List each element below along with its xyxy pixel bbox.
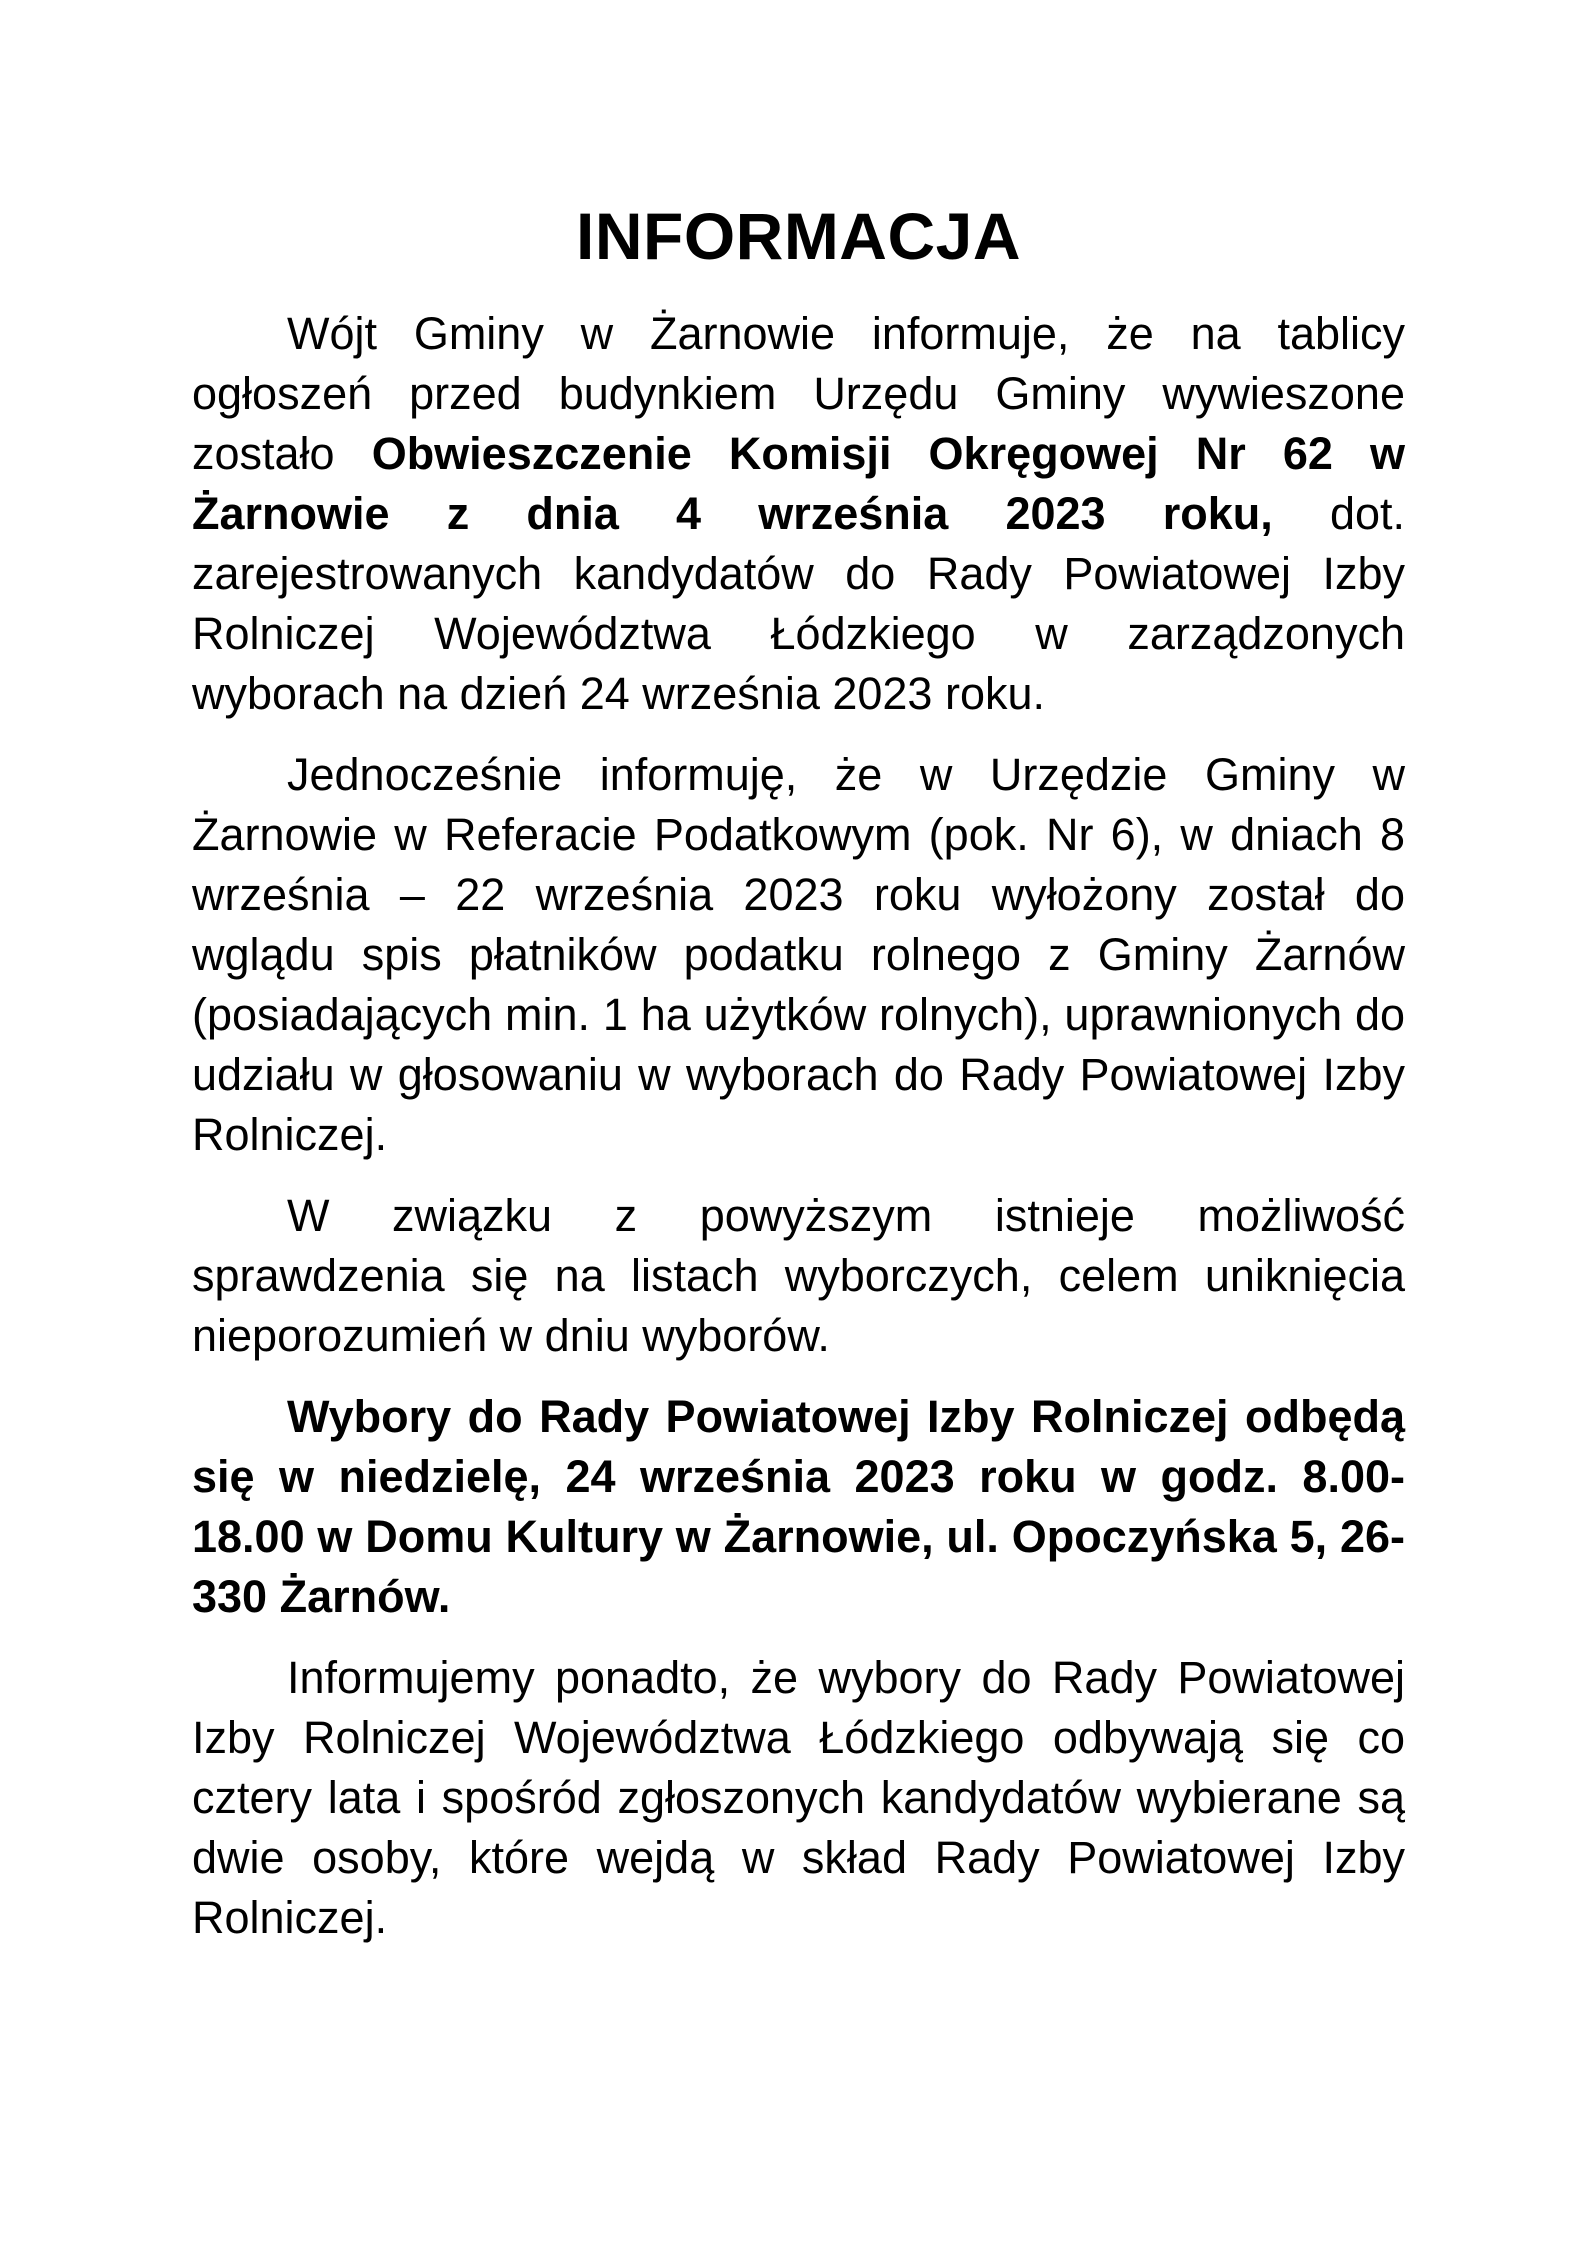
paragraph-verification: W związku z powyższym istnieje możliwość sprawdzenia się na listach wyborczych, celem uniknięcia nieporozumień w dniu wyborów. <box>192 1190 1405 1361</box>
document-body <box>192 304 1405 1969</box>
paragraph-announcement-rest: dot. zarejestrowanych kandydatów do Rady Powiatowej Izby Rolniczej Województwa Łódzkiego w zarządzonych wyborach na dzień 24 września 2023 roku. <box>192 488 1406 719</box>
paragraph-election-info: Informujemy ponadto, że wybory do Rady Powiatowej Izby Rolniczej Województwa Łódzkiego odbywają się co cztery lata i spośród zgłoszonych kandydatów wybierane są dwie osoby, które wejdą w skład Rady Powiatowej Izby Rolniczej. <box>192 1652 1405 1943</box>
paragraph-announcement <box>192 304 1405 724</box>
document-title: INFORMACJA <box>576 199 1021 273</box>
paragraph-election-details: Wybory do Rady Powiatowej Izby Rolniczej odbędą się w niedzielę, 24 września 2023 roku w godz. 8.00-18.00 w Domu Kultury w Żarnowie, ul. Opoczyńska 5, 26-330 Żarnów. <box>192 1391 1405 1622</box>
paragraph-voter-list: Jednocześnie informuję, że w Urzędzie Gminy w Żarnowie w Referacie Podatkowym (pok. Nr 6), w dniach 8 września – 22 września 2023 roku wyłożony został do wglądu spis płatników podatku rolnego z Gminy Żarnów (posiadających min. 1 ha użytków rolnych), uprawnionych do udziału w głosowaniu w wyborach do Rady Powiatowej Izby Rolniczej. <box>192 749 1405 1160</box>
paragraph-announcement-intro: Wójt Gminy w Żarnowie informuje, że na tablicy ogłoszeń przed budynkiem Urzędu Gminy wywieszone zostało <box>192 308 1405 479</box>
notice-reference: Obwieszczenie Komisji Okręgowej Nr 62 w Żarnowie z dnia 4 września 2023 roku, <box>192 428 1405 539</box>
